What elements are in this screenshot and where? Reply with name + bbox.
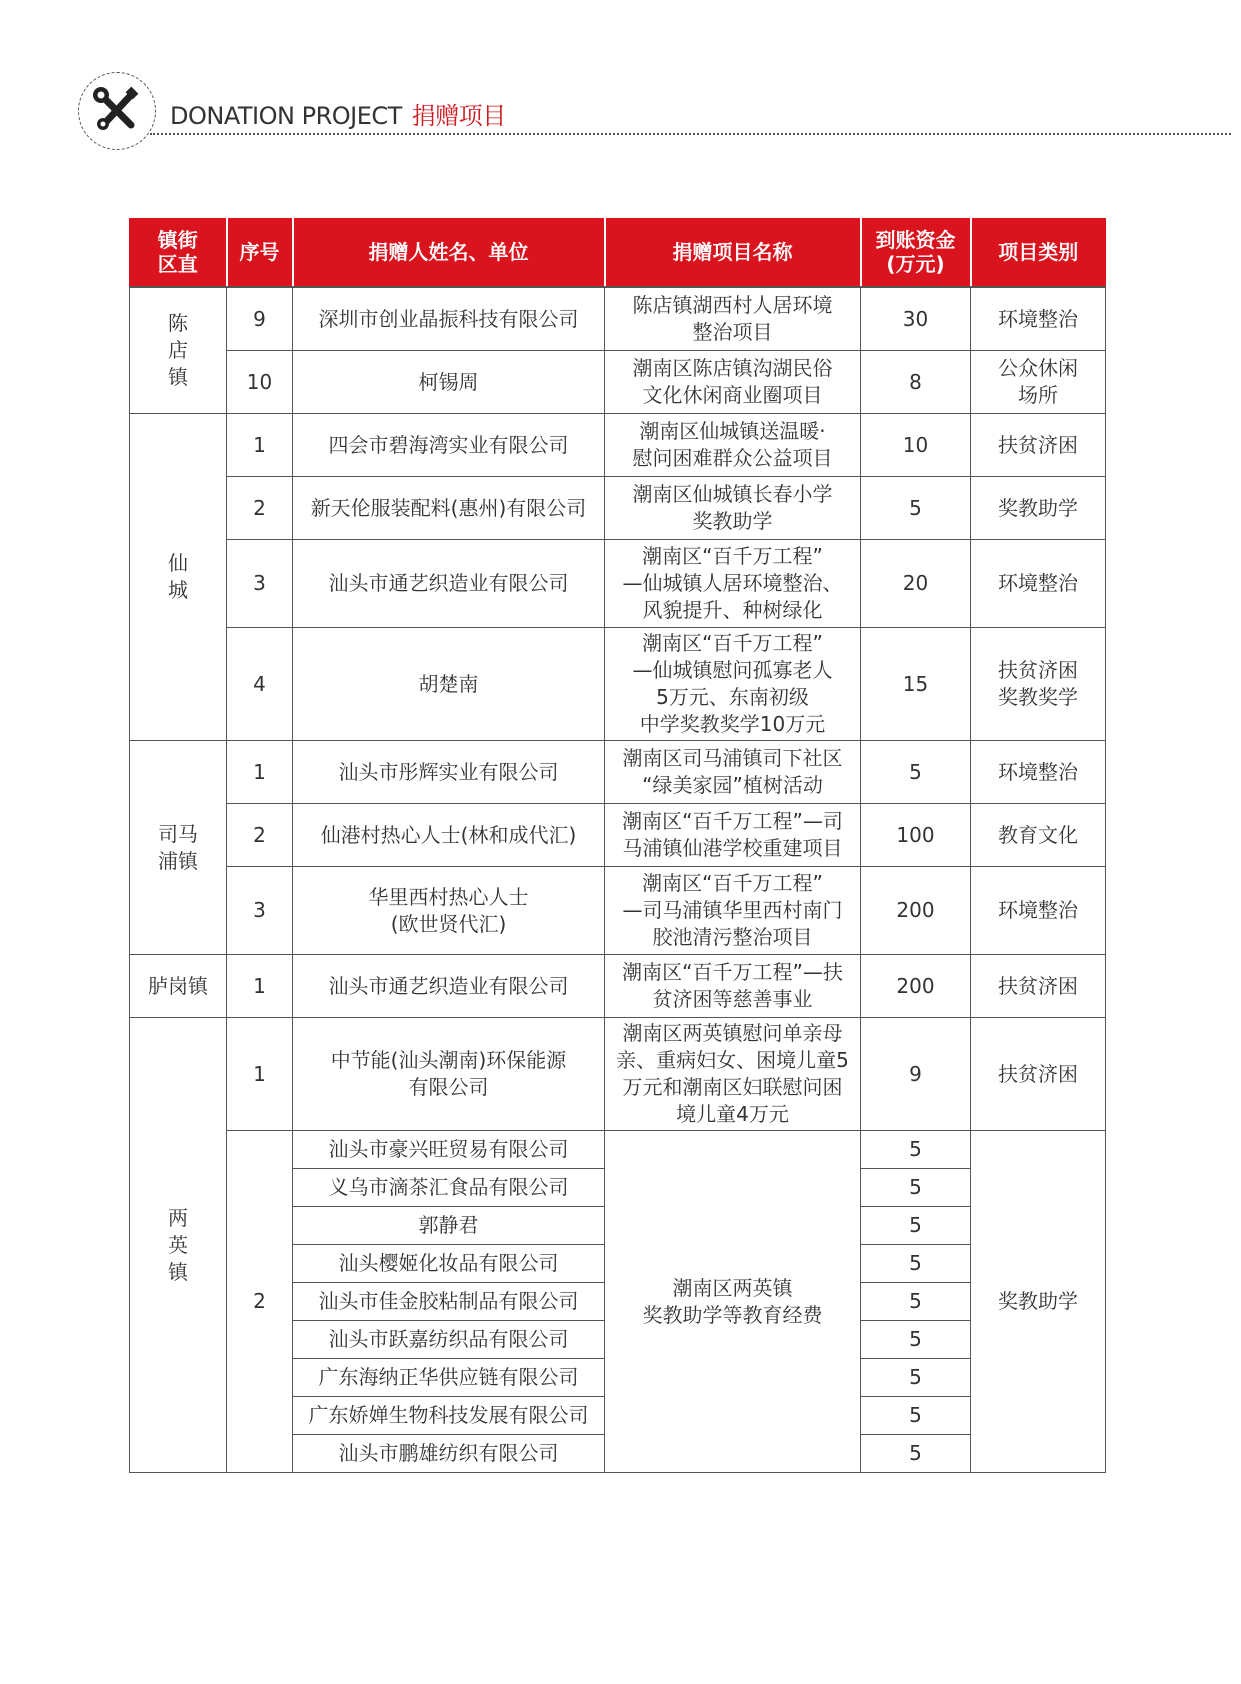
- header-divider: [150, 133, 1231, 135]
- category-cell: 环境整治: [971, 741, 1106, 804]
- donor-cell: 汕头市彤辉实业有限公司: [293, 741, 605, 804]
- donor-cell: 柯锡周: [293, 351, 605, 414]
- project-cell: 潮南区“百千万工程” —司马浦镇华里西村南门 胶池清污整治项目: [605, 867, 861, 955]
- amount-cell: 5: [861, 477, 971, 540]
- project-cell: 潮南区“百千万工程”—扶 贫济困等慈善事业: [605, 955, 861, 1018]
- amount-cell: 5: [861, 741, 971, 804]
- donor-cell: 汕头樱姬化妆品有限公司: [293, 1245, 605, 1283]
- table-header-row: [130, 218, 1106, 287]
- no-cell: 4: [227, 628, 293, 741]
- amount-cell: 9: [861, 1018, 971, 1131]
- project-cell: 潮南区司马浦镇司下社区 “绿美家园”植树活动: [605, 741, 861, 804]
- donor-cell: 义乌市滴茶汇食品有限公司: [293, 1169, 605, 1207]
- amount-cell: 5: [861, 1169, 971, 1207]
- donor-cell: 中节能(汕头潮南)环保能源 有限公司: [293, 1018, 605, 1131]
- table-row: [130, 287, 1106, 351]
- amount-cell: 30: [861, 287, 971, 351]
- donor-cell: 汕头市跃嘉纺织品有限公司: [293, 1321, 605, 1359]
- table-body: [130, 287, 1106, 1473]
- donor-cell: 华里西村热心人士 (欧世贤代汇): [293, 867, 605, 955]
- table-row: [130, 628, 1106, 741]
- donation-table: [129, 218, 1106, 1473]
- table-row: [130, 804, 1106, 867]
- project-cell: 潮南区陈店镇沟湖民俗 文化休闲商业圈项目: [605, 351, 861, 414]
- amount-cell: 5: [861, 1435, 971, 1473]
- no-cell: 3: [227, 867, 293, 955]
- amount-cell: 5: [861, 1359, 971, 1397]
- table-row: [130, 414, 1106, 477]
- donor-cell: 郭静君: [293, 1207, 605, 1245]
- header-category: 项目类别: [971, 218, 1106, 287]
- project-cell: 潮南区“百千万工程”—司 马浦镇仙港学校重建项目: [605, 804, 861, 867]
- project-cell: 潮南区仙城镇送温暖· 慰问困难群众公益项目: [605, 414, 861, 477]
- category-cell: 奖教助学: [971, 477, 1106, 540]
- amount-cell: 10: [861, 414, 971, 477]
- table-row: [130, 1018, 1106, 1131]
- header-no: 序号: [227, 218, 293, 287]
- amount-cell: 5: [861, 1245, 971, 1283]
- donor-cell: 胡楚南: [293, 628, 605, 741]
- town-cell: 胪岗镇: [130, 955, 227, 1018]
- donor-cell: 汕头市通艺织造业有限公司: [293, 540, 605, 628]
- table-row: [130, 955, 1106, 1018]
- town-cell: 司马 浦镇: [130, 741, 227, 955]
- no-cell: 3: [227, 540, 293, 628]
- donor-cell: 仙港村热心人士(林和成代汇): [293, 804, 605, 867]
- amount-cell: 5: [861, 1283, 971, 1321]
- amount-cell: 8: [861, 351, 971, 414]
- no-cell: 2: [227, 1131, 293, 1473]
- donor-cell: 深圳市创业晶振科技有限公司: [293, 287, 605, 351]
- amount-cell: 15: [861, 628, 971, 741]
- no-cell: 10: [227, 351, 293, 414]
- category-cell: 扶贫济困: [971, 1018, 1106, 1131]
- project-cell: 潮南区两英镇 奖教助学等教育经费: [605, 1131, 861, 1473]
- project-cell: 陈店镇湖西村人居环境 整治项目: [605, 287, 861, 351]
- table-row: [130, 540, 1106, 628]
- no-cell: 2: [227, 477, 293, 540]
- category-cell: 环境整治: [971, 287, 1106, 351]
- header-project: 捐赠项目名称: [605, 218, 861, 287]
- category-cell: 环境整治: [971, 540, 1106, 628]
- donor-cell: 广东海纳正华供应链有限公司: [293, 1359, 605, 1397]
- amount-cell: 5: [861, 1321, 971, 1359]
- amount-cell: 5: [861, 1131, 971, 1169]
- donor-cell: 新天伦服装配料(惠州)有限公司: [293, 477, 605, 540]
- town-cell: 陈 店 镇: [130, 287, 227, 414]
- header-amount: 到账资金 (万元): [861, 218, 971, 287]
- amount-cell: 20: [861, 540, 971, 628]
- table-row: [130, 351, 1106, 414]
- category-cell: 扶贫济困: [971, 955, 1106, 1018]
- project-cell: 潮南区两英镇慰问单亲母 亲、重病妇女、困境儿童5 万元和潮南区妇联慰问困 境儿童4万元: [605, 1018, 861, 1131]
- donor-cell: 汕头市佳金胶粘制品有限公司: [293, 1283, 605, 1321]
- category-cell: 奖教助学: [971, 1131, 1106, 1473]
- amount-cell: 100: [861, 804, 971, 867]
- category-cell: 教育文化: [971, 804, 1106, 867]
- header-title-en: DONATION PROJECT: [170, 102, 402, 130]
- category-cell: 扶贫济困: [971, 414, 1106, 477]
- donor-cell: 广东娇婵生物科技发展有限公司: [293, 1397, 605, 1435]
- amount-cell: 5: [861, 1397, 971, 1435]
- no-cell: 1: [227, 414, 293, 477]
- logo: [78, 72, 156, 150]
- category-cell: 环境整治: [971, 867, 1106, 955]
- amount-cell: 200: [861, 867, 971, 955]
- donor-cell: 汕头市豪兴旺贸易有限公司: [293, 1131, 605, 1169]
- table-row: [130, 741, 1106, 804]
- table-row: [130, 1131, 1106, 1169]
- amount-cell: 5: [861, 1207, 971, 1245]
- category-cell: 公众休闲 场所: [971, 351, 1106, 414]
- no-cell: 1: [227, 741, 293, 804]
- header-donor: 捐赠人姓名、单位: [293, 218, 605, 287]
- no-cell: 2: [227, 804, 293, 867]
- town-cell: 两 英 镇: [130, 1018, 227, 1473]
- no-cell: 9: [227, 287, 293, 351]
- no-cell: 1: [227, 955, 293, 1018]
- page-header: [170, 96, 506, 131]
- table-row: [130, 477, 1106, 540]
- town-cell: 仙 城: [130, 414, 227, 741]
- project-cell: 潮南区仙城镇长春小学 奖教助学: [605, 477, 861, 540]
- category-cell: 扶贫济困 奖教奖学: [971, 628, 1106, 741]
- wrench-screwdriver-icon: [79, 73, 154, 148]
- donor-cell: 四会市碧海湾实业有限公司: [293, 414, 605, 477]
- project-cell: 潮南区“百千万工程” —仙城镇人居环境整治、 风貌提升、种树绿化: [605, 540, 861, 628]
- donor-cell: 汕头市鹏雄纺织有限公司: [293, 1435, 605, 1473]
- donor-cell: 汕头市通艺织造业有限公司: [293, 955, 605, 1018]
- no-cell: 1: [227, 1018, 293, 1131]
- header-title-cn: 捐赠项目: [411, 102, 506, 130]
- table-row: [130, 867, 1106, 955]
- header-town: 镇街 区直: [130, 218, 227, 287]
- project-cell: 潮南区“百千万工程” —仙城镇慰问孤寡老人 5万元、东南初级 中学奖教奖学10万元: [605, 628, 861, 741]
- amount-cell: 200: [861, 955, 971, 1018]
